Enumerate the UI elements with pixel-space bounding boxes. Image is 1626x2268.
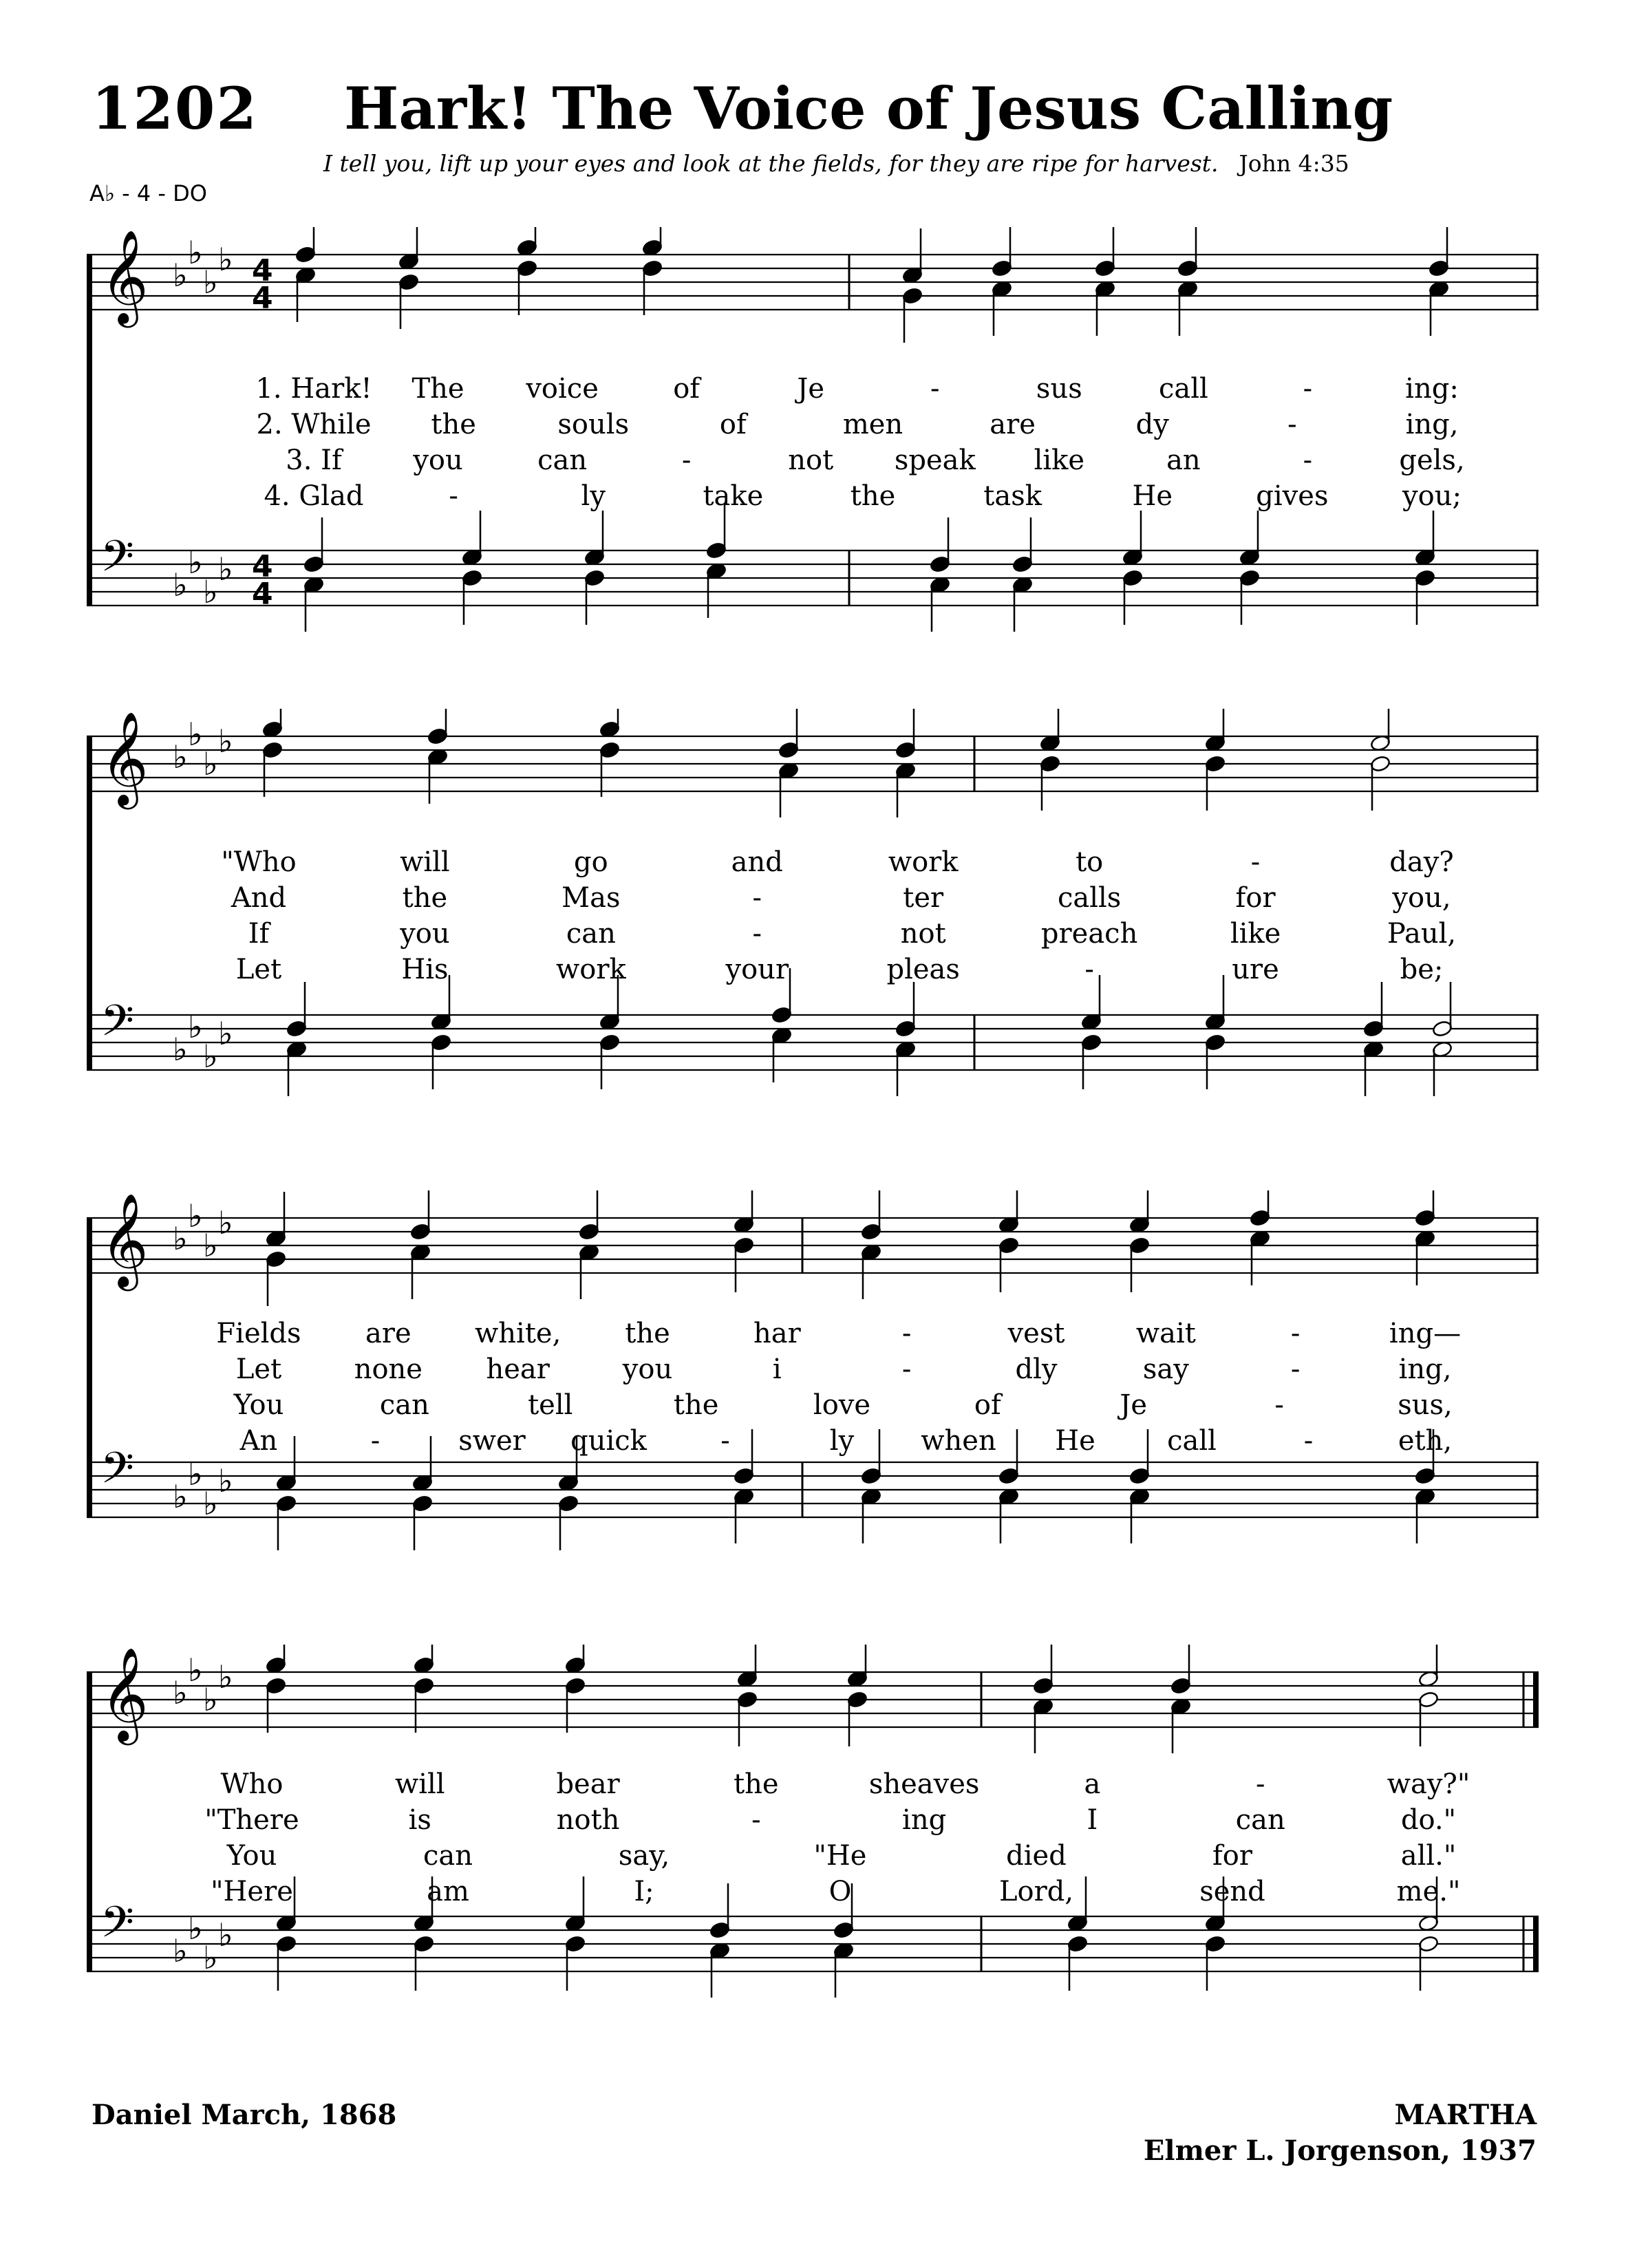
lyric-syllable: for: [1212, 1840, 1253, 1872]
bass-note-head: [462, 569, 483, 587]
bass-note-head: [276, 1495, 297, 1512]
treble-note-head: [266, 1677, 287, 1695]
treble-note-head: [1033, 1677, 1054, 1695]
bass-note-head: [1081, 1034, 1102, 1051]
lyric-syllable: the: [402, 882, 448, 914]
lyric-syllable: men: [842, 409, 903, 440]
music-system-4: [87, 1645, 1539, 2085]
treble-note-head: [861, 1223, 882, 1241]
text-author: Daniel March, 1868: [92, 2099, 397, 2131]
lyric-syllable: -: [681, 445, 692, 476]
bass-note-head: [303, 555, 325, 573]
treble-note-head: [398, 273, 420, 291]
lyric-syllable: vest: [1007, 1318, 1065, 1349]
flat-icon: ♭: [203, 745, 218, 782]
flat-icon: ♭: [218, 1916, 233, 1954]
lyric-syllable: like: [1230, 918, 1281, 950]
bass-note-head: [833, 1921, 855, 1939]
flat-icon: ♭: [173, 257, 188, 294]
lyric-syllable: -: [1303, 373, 1313, 405]
bass-note-head: [1239, 569, 1261, 587]
bass-note-head: [895, 1020, 917, 1038]
lyric-syllable: go: [574, 846, 608, 878]
bass-note-head: [706, 542, 727, 559]
lyric-syllable: -: [1303, 445, 1313, 476]
flat-icon: ♭: [188, 1197, 203, 1234]
lyric-syllable: Let: [235, 954, 282, 985]
lyric-syllable: the: [625, 1318, 670, 1349]
flat-icon: ♭: [218, 1204, 233, 1241]
lyric-syllable: like: [1034, 445, 1085, 476]
lyric-syllable: If: [248, 918, 270, 950]
flat-icon: ♭: [188, 544, 203, 581]
verse-2-line: [87, 882, 1539, 918]
flat-icon: ♭: [173, 1932, 188, 1969]
flat-icon: ♭: [188, 234, 203, 271]
flat-icon: ♭: [218, 1462, 233, 1499]
lyric-syllable: of: [673, 373, 700, 405]
bass-note-head: [276, 1935, 297, 1953]
bass-clef-icon: 𝄢: [100, 1442, 134, 1504]
bass-note-head: [1012, 555, 1034, 573]
music-system-3: [87, 1190, 1539, 1645]
lyric-syllable: You: [226, 1840, 277, 1872]
lyric-syllable: all.": [1400, 1840, 1457, 1872]
treble-note-head: [992, 259, 1013, 277]
treble-clef-icon: 𝄞: [100, 1646, 149, 1741]
lyric-syllable: 2. While: [256, 409, 372, 440]
lyric-syllable: "There: [204, 1804, 299, 1836]
verse-2-line: [87, 1804, 1539, 1840]
lyric-syllable: -: [1290, 1354, 1301, 1385]
time-signature-bottom: 4: [252, 577, 273, 612]
lyric-syllable: wait: [1135, 1318, 1196, 1349]
lyric-syllable: can: [379, 1389, 429, 1421]
treble-note-head: [262, 741, 284, 759]
lyric-syllable: Let: [235, 1354, 282, 1385]
lyric-syllable: calls: [1057, 882, 1122, 914]
flat-icon: ♭: [203, 1939, 218, 1976]
lyric-syllable: -: [370, 1425, 381, 1457]
lyric-syllable: you: [622, 1354, 673, 1385]
lyric-syllable: -: [751, 1804, 761, 1836]
lyric-syllable: O: [828, 1876, 852, 1907]
bass-note-head: [1418, 1935, 1440, 1953]
lyric-syllable: 1. Hark!: [255, 373, 372, 405]
treble-note-head: [295, 246, 317, 264]
lyric-syllable: am: [427, 1876, 469, 1907]
lyric-syllable: ly: [829, 1425, 855, 1457]
lyric-syllable: work: [888, 846, 959, 878]
lyric-syllable: speak: [894, 445, 976, 476]
bass-note-head: [930, 555, 951, 573]
lyric-syllable: The: [411, 373, 464, 405]
scripture-reference: John 4:35: [1239, 150, 1349, 177]
flat-icon: ♭: [218, 550, 233, 588]
lyric-syllable: say,: [618, 1840, 670, 1872]
lyric-syllable: can: [422, 1840, 473, 1872]
lyric-syllable: ing—: [1389, 1318, 1462, 1349]
flat-icon: ♭: [218, 1658, 233, 1695]
lyric-syllable: will: [394, 1768, 445, 1800]
bass-note-head: [1129, 1467, 1151, 1485]
treble-note-head: [998, 1237, 1020, 1254]
verse-1-line: [87, 373, 1539, 409]
lyric-syllable: love: [813, 1389, 871, 1421]
flat-icon: ♭: [203, 1038, 218, 1075]
verse-3-line: [87, 1389, 1539, 1425]
lyric-syllable: the: [673, 1389, 719, 1421]
lyric-syllable: -: [901, 1318, 912, 1349]
verse-1-line: [87, 846, 1539, 882]
flat-icon: ♭: [188, 1651, 203, 1689]
lyric-syllable: can: [537, 445, 588, 476]
lyric-syllable: sus,: [1398, 1389, 1453, 1421]
treble-note-head: [599, 741, 621, 759]
lyric-syllable: will: [400, 846, 450, 878]
lyric-syllable: "He: [813, 1840, 867, 1872]
flat-icon: ♭: [218, 1015, 233, 1052]
treble-note-head: [734, 1237, 755, 1254]
lyric-syllable: -: [1287, 409, 1297, 440]
time-signature-top: 4: [252, 549, 273, 584]
bass-note-head: [414, 1935, 435, 1953]
lyric-syllable: Mas: [561, 882, 621, 914]
lyric-syllable: gels,: [1399, 445, 1465, 476]
lyric-syllable: way?": [1387, 1768, 1470, 1800]
bass-note-head: [412, 1495, 434, 1512]
treble-note-head: [1370, 755, 1391, 773]
bass-note-head: [861, 1467, 882, 1485]
flat-icon: ♭: [203, 264, 218, 301]
key-signature-label: A♭ - 4 - DO: [89, 180, 207, 206]
treble-note-head: [565, 1677, 586, 1695]
lyric-syllable: preach: [1040, 918, 1138, 950]
lyric-syllable: noth: [556, 1804, 620, 1836]
flat-icon: ♭: [188, 1909, 203, 1947]
lyric-syllable: voice: [526, 373, 599, 405]
flat-icon: ♭: [203, 1485, 218, 1522]
verse-4-line: [87, 954, 1539, 989]
lyric-syllable: Who: [220, 1768, 284, 1800]
treble-note-head: [414, 1677, 435, 1695]
verse-1-line: [87, 1768, 1539, 1804]
lyric-syllable: you: [400, 918, 450, 950]
bass-note-head: [1122, 569, 1144, 587]
lyric-syllable: You: [233, 1389, 284, 1421]
lyric-syllable: of: [974, 1389, 1001, 1421]
verse-1-line: [87, 1318, 1539, 1354]
flat-icon: ♭: [218, 241, 233, 278]
lyric-syllable: souls: [557, 409, 630, 440]
hymn-number: 1202: [92, 74, 258, 142]
verse-3-line: [87, 918, 1539, 954]
bass-note-head: [431, 1034, 452, 1051]
lyric-syllable: none: [354, 1354, 422, 1385]
lyric-syllable: i: [772, 1354, 782, 1385]
lyric-syllable: 3. If: [286, 445, 342, 476]
lyric-syllable: do.": [1400, 1804, 1457, 1836]
verse-2-line: [87, 1354, 1539, 1389]
flat-icon: ♭: [173, 1220, 188, 1257]
lyric-syllable: 4. Glad: [264, 480, 364, 512]
treble-note-head: [1095, 259, 1116, 277]
hymn-title: Hark! The Voice of Jesus Calling: [344, 74, 1393, 142]
bass-note-head: [1415, 1467, 1436, 1485]
lyric-syllable: quick: [570, 1425, 647, 1457]
lyric-syllable: you,: [1392, 882, 1451, 914]
lyric-syllable: can: [1235, 1804, 1285, 1836]
lyric-syllable: eth,: [1398, 1425, 1453, 1457]
verse-3-line: [87, 1840, 1539, 1876]
verse-4-line: [87, 1425, 1539, 1461]
treble-note-head: [902, 287, 923, 305]
lyric-syllable: not: [900, 918, 946, 950]
flat-icon: ♭: [203, 1227, 218, 1264]
lyric-syllable: His: [401, 954, 449, 985]
lyric-syllable: when: [921, 1425, 996, 1457]
bass-note-head: [1363, 1020, 1384, 1038]
lyric-syllable: bear: [556, 1768, 620, 1800]
lyric-syllable: Je: [1120, 1389, 1148, 1421]
treble-note-head: [1129, 1237, 1151, 1254]
bass-note-head: [558, 1495, 579, 1512]
lyric-syllable: me.": [1396, 1876, 1461, 1907]
flat-icon: ♭: [173, 1478, 188, 1515]
bass-note-head: [1432, 1020, 1453, 1038]
bass-note-head: [1205, 1935, 1226, 1953]
treble-clef-icon: 𝄞: [100, 710, 149, 805]
verse-4-line: [87, 480, 1539, 516]
lyric-syllable: ure: [1232, 954, 1279, 985]
lyric-syllable: a: [1084, 1768, 1101, 1800]
treble-note-head: [1415, 1209, 1436, 1227]
lyric-syllable: of: [719, 409, 747, 440]
treble-note-head: [1418, 1691, 1440, 1709]
lyric-syllable: and: [731, 846, 783, 878]
lyric-syllable: pleas: [886, 954, 960, 985]
bass-note-head: [599, 1034, 621, 1051]
flat-icon: ♭: [173, 566, 188, 603]
lyric-syllable: the: [431, 409, 476, 440]
lyric-syllable: are: [989, 409, 1036, 440]
lyric-syllable: -: [930, 373, 940, 405]
bass-note-head: [286, 1020, 308, 1038]
flat-icon: ♭: [188, 1455, 203, 1493]
lyric-syllable: -: [720, 1425, 730, 1457]
lyric-syllable: ter: [903, 882, 944, 914]
flat-icon: ♭: [173, 1031, 188, 1068]
lyric-syllable: And: [231, 882, 287, 914]
flat-icon: ♭: [203, 573, 218, 610]
lyric-syllable: are: [365, 1318, 411, 1349]
lyric-syllable: sheaves: [868, 1768, 980, 1800]
lyric-syllable: ing,: [1398, 1354, 1452, 1385]
lyric-syllable: ing,: [1405, 409, 1459, 440]
lyric-syllable: Fields: [216, 1318, 301, 1349]
lyric-syllable: for: [1235, 882, 1276, 914]
lyric-syllable: gives: [1256, 480, 1329, 512]
tune-name: MARTHA: [1394, 2099, 1537, 2131]
bass-note-head: [565, 1935, 586, 1953]
lyric-syllable: is: [408, 1804, 431, 1836]
lyric-syllable: har: [753, 1318, 801, 1349]
lyric-syllable: tell: [528, 1389, 573, 1421]
lyric-syllable: task: [983, 480, 1042, 512]
lyric-syllable: ing:: [1405, 373, 1459, 405]
bass-note-head: [1205, 1034, 1226, 1051]
lyric-syllable: you: [413, 445, 463, 476]
lyric-syllable: -: [752, 918, 762, 950]
bass-note-head: [998, 1467, 1020, 1485]
lyric-syllable: I;: [634, 1876, 654, 1907]
lyric-syllable: send: [1199, 1876, 1265, 1907]
treble-clef-icon: 𝄞: [100, 228, 149, 323]
flat-icon: ♭: [173, 1674, 188, 1711]
lyric-syllable: -: [1250, 846, 1261, 878]
lyric-syllable: take: [703, 480, 764, 512]
lyric-syllable: the: [734, 1768, 779, 1800]
music-system-1: [87, 227, 1539, 709]
treble-note-head: [1040, 755, 1061, 773]
lyric-syllable: not: [788, 445, 834, 476]
lyric-syllable: "Here: [211, 1876, 293, 1907]
lyric-syllable: ly: [581, 480, 606, 512]
lyric-syllable: can: [566, 918, 616, 950]
lyric-syllable: -: [1290, 1318, 1301, 1349]
lyric-syllable: -: [1274, 1389, 1284, 1421]
scripture-quote: I tell you, lift up your eyes and look at the fields, for they are ripe for harvest.: [323, 150, 1219, 177]
bass-note-head: [709, 1921, 731, 1939]
bass-clef-icon: 𝄢: [100, 995, 134, 1056]
flat-icon: ♭: [188, 1008, 203, 1045]
lyric-syllable: dy: [1135, 409, 1169, 440]
treble-note-head: [427, 727, 449, 745]
treble-note-head: [1205, 755, 1226, 773]
bass-note-head: [584, 569, 606, 587]
treble-note-head: [847, 1691, 868, 1709]
treble-note-head: [410, 1223, 431, 1241]
lyric-syllable: -: [449, 480, 458, 512]
lyric-syllable: -: [901, 1354, 912, 1385]
time-signature-bottom: 4: [252, 281, 273, 316]
bass-note-head: [1067, 1935, 1089, 1953]
verse-3-line: [87, 445, 1539, 480]
lyric-syllable: work: [556, 954, 626, 985]
treble-clef-icon: 𝄞: [100, 1192, 149, 1287]
lyric-syllable: -: [1084, 954, 1094, 985]
bass-clef-icon: 𝄢: [100, 531, 134, 592]
verse-4-line: [87, 1876, 1539, 1912]
lyric-syllable: the: [850, 480, 896, 512]
lyric-syllable: -: [752, 882, 762, 914]
flat-icon: ♭: [188, 716, 203, 753]
lyric-syllable: you;: [1402, 480, 1462, 512]
lyric-syllable: sus: [1036, 373, 1082, 405]
verse-2-line: [87, 409, 1539, 445]
treble-note-head: [1429, 259, 1450, 277]
lyric-syllable: "Who: [221, 846, 297, 878]
treble-note-head: [266, 1250, 287, 1268]
lyric-syllable: An: [239, 1425, 278, 1457]
lyric-syllable: Je: [797, 373, 825, 405]
lyric-syllable: He: [1055, 1425, 1095, 1457]
treble-note-head: [895, 741, 917, 759]
lyric-syllable: an: [1166, 445, 1201, 476]
bass-clef-icon: 𝄢: [100, 1896, 134, 1958]
treble-note-head: [642, 259, 663, 277]
lyric-syllable: white,: [475, 1318, 561, 1349]
treble-note-head: [579, 1223, 600, 1241]
tune-composer: Elmer L. Jorgenson, 1937: [1143, 2135, 1537, 2167]
bass-note-head: [1415, 569, 1436, 587]
flat-icon: ♭: [173, 738, 188, 775]
lyric-syllable: dly: [1015, 1354, 1058, 1385]
lyric-syllable: to: [1076, 846, 1104, 878]
lyric-syllable: -: [1303, 1425, 1314, 1457]
treble-note-head: [1170, 1677, 1192, 1695]
lyric-syllable: call: [1158, 373, 1208, 405]
lyric-syllable: be;: [1400, 954, 1444, 985]
flat-icon: ♭: [203, 1681, 218, 1718]
scripture-line: [323, 150, 1349, 177]
treble-note-head: [737, 1691, 758, 1709]
time-signature-top: 4: [252, 253, 273, 288]
flat-icon: ♭: [218, 723, 233, 760]
lyric-syllable: hear: [486, 1354, 550, 1385]
lyric-syllable: swer: [458, 1425, 526, 1457]
lyric-syllable: -: [1255, 1768, 1265, 1800]
lyric-syllable: Lord,: [998, 1876, 1074, 1907]
lyric-syllable: day?: [1389, 846, 1454, 878]
music-system-2: [87, 709, 1539, 1190]
lyric-syllable: call: [1167, 1425, 1217, 1457]
lyric-syllable: ing: [902, 1804, 947, 1836]
treble-note-head: [778, 741, 800, 759]
bass-note-head: [734, 1467, 755, 1485]
treble-note-head: [517, 259, 538, 277]
lyric-syllable: say: [1142, 1354, 1189, 1385]
treble-note-head: [1177, 259, 1199, 277]
lyric-syllable: I: [1087, 1804, 1098, 1836]
lyric-syllable: He: [1132, 480, 1173, 512]
lyric-syllable: your: [725, 954, 789, 985]
lyric-syllable: died: [1006, 1840, 1067, 1872]
treble-note-head: [1250, 1209, 1271, 1227]
lyric-syllable: Paul,: [1387, 918, 1457, 950]
bass-note-head: [771, 1006, 793, 1024]
